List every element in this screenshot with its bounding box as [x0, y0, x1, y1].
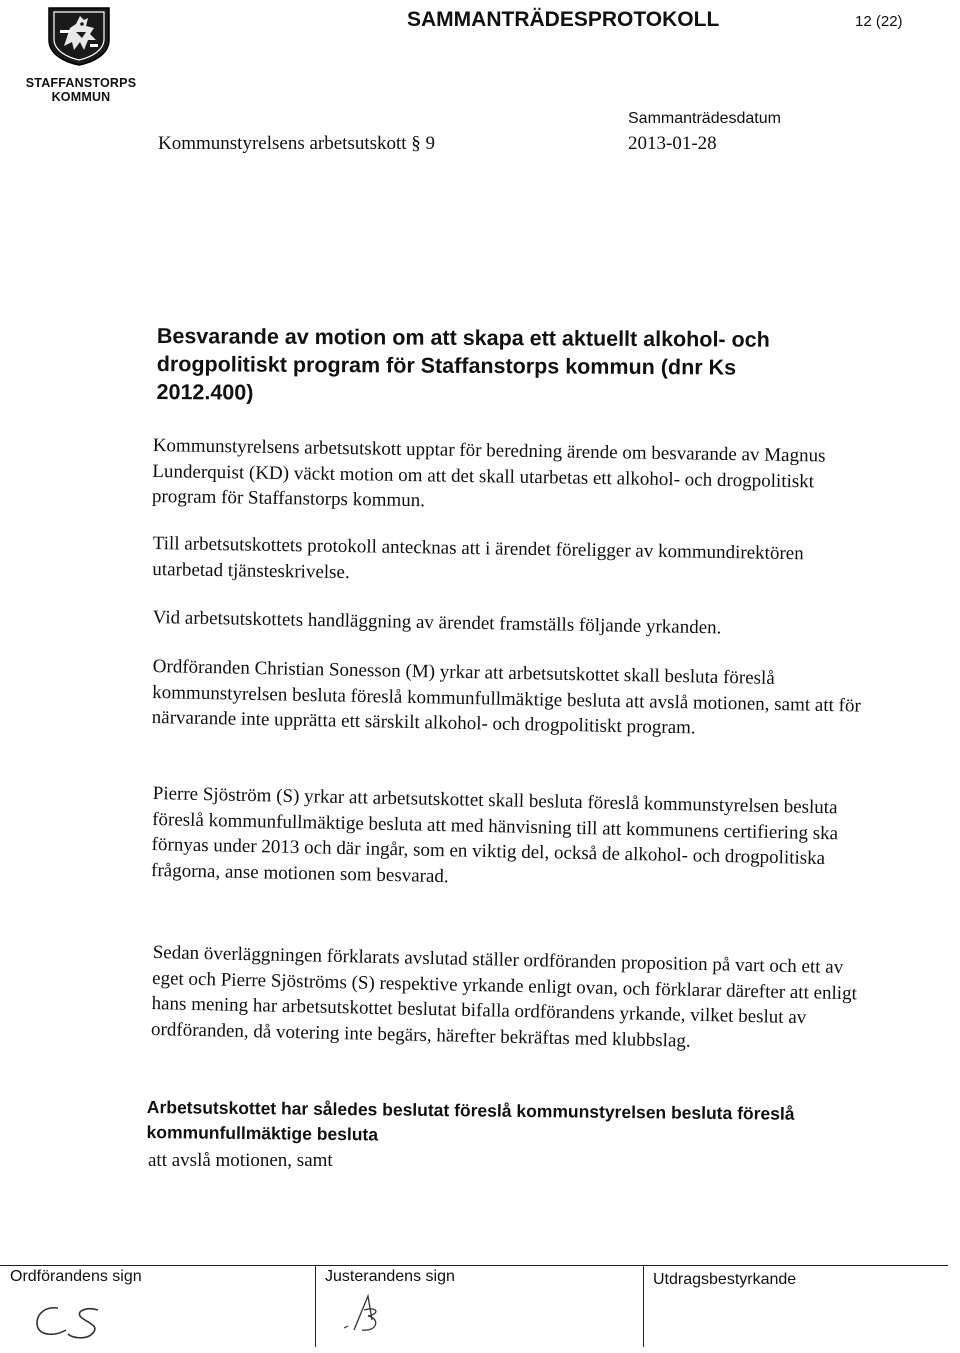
paragraph-chair-motion: Ordföranden Christian Sonesson (M) yrkar att arbetsutskottet skall besluta föreslå kommunstyrelsen besluta föreslå kommunfullmäktige besluta att avslå motionen, samt att för närvarande inte upprätta ett särskilt alkohol- och drogpolitiskt program. [151, 655, 861, 739]
organization-name-line1: STAFFANSTORPS [25, 76, 137, 90]
organization-name [22, 76, 140, 104]
coat-of-arms-logo [46, 6, 112, 66]
chair-sign-label: Ordförandens sign [10, 1268, 142, 1285]
item-heading: Besvarande av motion om att skapa ett aktuellt alkohol- och drogpolitiskt program för Staffanstorps kommun (dnr Ks 2012.400) [156, 323, 770, 405]
organization-name-line2: KOMMUN [51, 90, 111, 104]
extract-certification-label: Utdragsbestyrkande [653, 1271, 797, 1288]
meeting-date-value: 2013-01-28 [628, 133, 717, 154]
decision-item: att avslå motionen, samt [148, 1150, 333, 1171]
meeting-date-label: Sammanträdesdatum [628, 110, 781, 127]
document-title: SAMMANTRÄDESPROTOKOLL [407, 8, 720, 31]
paragraph-intro: Kommunstyrelsens arbetsutskott upptar för beredning ärende om besvarande av Magnus Lunderquist (KD) väckt motion om att det skall utarbetas ett alkohol- och drogpolitiskt program för Staffanstorps kommun. [151, 434, 826, 512]
signature-divider-2 [643, 1265, 644, 1347]
paragraph-sjostrom-motion: Pierre Sjöström (S) yrkar att arbetsutskottet skall besluta föreslå kommunstyrelsen besluta föreslå kommunfullmäktige besluta att med hänvisning till att kommunens certifiering ska förnyas under 2013 och där ingår, som en viktig del, också de alkohol- och drogpolitiska frågorna, anse motionen som besvarad. [150, 782, 839, 887]
signature-divider-1 [315, 1265, 316, 1347]
paragraph-memo: Till arbetsutskottets protokoll antecknas att i ärendet föreligger av kommundirektören utarbetad tjänsteskrivelse. [152, 532, 804, 583]
signature-top-line [0, 1265, 948, 1266]
page-number: 12 (22) [855, 13, 903, 30]
chair-initials-signature [28, 1300, 128, 1345]
adjuster-sign-label: Justerandens sign [325, 1268, 455, 1285]
decision-heading: Arbetsutskottet har således beslutat föreslå kommunstyrelsen besluta föreslå kommunfullmäktige besluta [146, 1096, 795, 1145]
paragraph-vote: Sedan överläggningen förklarats avslutad ställer ordföranden proposition på vart och ett av eget och Pierre Sjöströms (S) respektive yrkande enligt ovan, och förklarar därefter att enligt hans mening har arbetsutskottet beslutat bifalla ordförandens yrkande, vilket beslut av ordföranden, då votering inte begärs, härefter bekräftas med klubbslag. [150, 941, 858, 1052]
adjuster-initials-signature [334, 1290, 394, 1340]
committee-section: Kommunstyrelsens arbetsutskott § 9 [158, 133, 436, 154]
paragraph-motions: Vid arbetsutskottets handläggning av ärendet framställs följande yrkanden. [152, 606, 722, 639]
